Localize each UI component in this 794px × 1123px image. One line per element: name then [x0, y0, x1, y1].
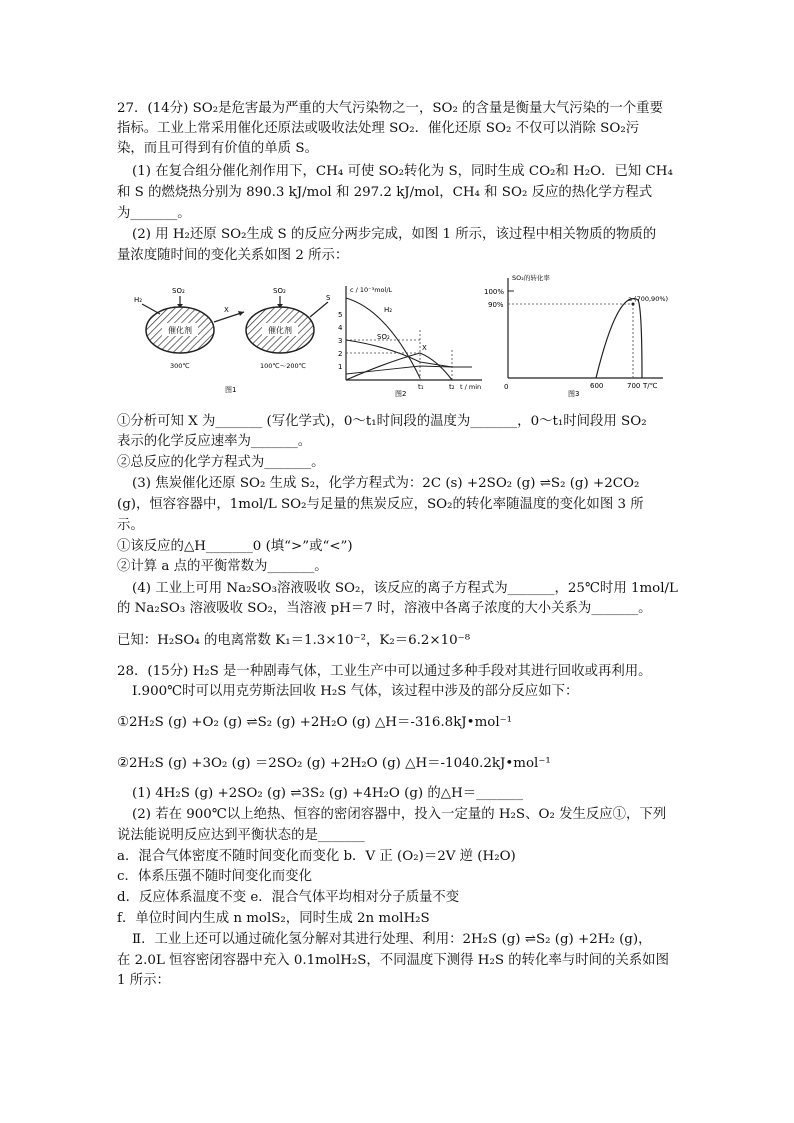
- y-axis-label: c / 10⁻³mol/L: [350, 286, 393, 294]
- so2-label: SO₂: [172, 287, 185, 295]
- series-label-h2: H₂: [384, 306, 393, 314]
- q28-line: 在 2.0L 恒容密闭容器中充入 0.1molH₂S，不同温度下测得 H₂S 的转化率与时间的关系如图: [117, 953, 669, 968]
- q27-line: 的 Na₂SO₃ 溶液吸收 SO₂，当溶液 pH＝7 时，溶液中各离子浓度的大小关系为_______。: [117, 601, 652, 616]
- temp-label: 300℃: [170, 362, 190, 370]
- figure-1-diagram: [130, 282, 335, 397]
- y-tick-90: 90%: [488, 301, 504, 309]
- q27-line: ①该反应的△H_______0 (填“>”或“<”): [117, 539, 353, 554]
- figure-2-chart: [332, 280, 490, 398]
- y-tick: 4: [338, 324, 343, 332]
- s-label: S: [326, 294, 331, 302]
- y-tick: 5: [338, 311, 343, 319]
- x-axis-label: T/℃: [643, 382, 658, 390]
- q28-option: a．混合气体密度不随时间变化而变化 b．V 正 (O₂)＝2V 逆 (H₂O): [117, 849, 516, 864]
- catalyst-label: 催化剂: [168, 326, 192, 335]
- conversion-curve: [596, 299, 642, 378]
- series-label-x: X: [422, 344, 427, 352]
- figure-3-chart: [478, 268, 678, 398]
- q27-line: ①分析可知 X 为_______ (写化学式)，0～t₁时间段的温度为_______，0～t₁时间段用 SO₂: [117, 414, 647, 429]
- y-tick: 2: [338, 350, 343, 358]
- q27-line: 已知：H₂SO₄ 的电离常数 K₁＝1.3×10⁻²，K₂＝6.2×10⁻⁸: [117, 633, 471, 648]
- q28-line: Ⅰ.900℃时可以用克劳斯法回收 H₂S 气体，该过程中涉及的部分反应如下：: [132, 684, 579, 699]
- q28-line: 说法能说明反应达到平衡状态的是_______: [117, 828, 365, 843]
- q27-line: 量浓度随时间的变化关系如图 2 所示：: [117, 248, 349, 263]
- q27-line: 和 S 的燃烧热分别为 890.3 kJ/mol 和 297.2 kJ/mol，CH₄ 和 SO₂ 反应的热化学方程式: [117, 185, 653, 200]
- x-tick-origin: 0: [504, 383, 509, 391]
- q28-line: (1) 4H₂S (g) +2SO₂ (g) ⇌3S₂ (g) +4H₂O (g) 的△H＝_______: [132, 786, 524, 801]
- q27-line: (1) 在复合组分催化剂作用下，CH₄ 可使 SO₂转化为 S，同时生成 CO₂和 H₂O．已知 CH₄: [132, 164, 673, 179]
- x-axis-label: t / min: [460, 383, 482, 391]
- q28-option: c．体系压强不随时间变化而变化: [117, 869, 312, 884]
- q27-line: 指标。工业上常采用催化还原法或吸收法处理 SO₂．催化还原 SO₂ 不仅可以消除 SO₂污: [117, 121, 640, 136]
- q28-option: d．反应体系温度不变 e．混合气体平均相对分子质量不变: [117, 890, 460, 905]
- x-tick-700: 700: [627, 382, 641, 390]
- h2-label: H₂: [134, 296, 143, 304]
- q28-line: 28．(15分) H₂S 是一种剧毒气体，工业生产中可以通过多种手段对其进行回收或再利用。: [117, 664, 652, 679]
- catalyst-label: 催化剂: [268, 326, 292, 335]
- q28-line: Ⅱ．工业上还可以通过硫化氢分解对其进行处理、利用：2H₂S (g) ⇌S₂ (g) +2H₂ (g)，: [132, 932, 652, 947]
- series-label-so2: SO₂: [377, 333, 390, 341]
- point-a-label: a (700,90%): [628, 295, 669, 303]
- q27-line: 表示的化学反应速率为_______。: [117, 434, 312, 449]
- so2-label: SO₂: [273, 287, 286, 295]
- x-label: X: [224, 306, 229, 314]
- q27-line: (g)，恒容容器中，1mol/L SO₂与足量的焦炭反应，SO₂的转化率随温度的变化如图 3 所: [117, 497, 644, 512]
- y-tick: 3: [338, 337, 343, 345]
- q27-line: ②总反应的化学方程式为_______。: [117, 455, 325, 470]
- x-tick-t2: t₂: [449, 383, 455, 391]
- x-tick-600: 600: [590, 382, 604, 390]
- y-axis-title: SO₂的转化率: [512, 274, 550, 282]
- q27-line: 为_______。: [117, 206, 191, 221]
- q28-line: 1 所示：: [117, 973, 170, 988]
- y-tick-100: 100%: [484, 288, 505, 296]
- q27-line: ②计算 a 点的平衡常数为_______。: [117, 559, 328, 574]
- q27-line: (4) 工业上可用 Na₂SO₃溶液吸收 SO₂，该反应的离子方程式为_______，25℃时用 1mol/L: [132, 581, 678, 596]
- q27-line: (2) 用 H₂还原 SO₂生成 S 的反应分两步完成，如图 1 所示，该过程中相关物质的物质的: [132, 227, 657, 242]
- q27-line: 染，而且可得到有价值的单质 S。: [117, 141, 318, 156]
- figure-caption: 图1: [225, 386, 237, 394]
- y-tick: 1: [338, 363, 343, 371]
- q27-line: 示。: [117, 518, 144, 533]
- curve-so2: [346, 340, 472, 367]
- x-tick-t1: t₁: [418, 383, 424, 391]
- q28-line: ①2H₂S (g) +O₂ (g) ⇌S₂ (g) +2H₂O (g) △H＝-316.8kJ•mol⁻¹: [117, 715, 513, 730]
- q27-line: 27．(14分) SO₂是危害最为严重的大气污染物之一，SO₂ 的含量是衡量大气污染的一个重要: [117, 101, 663, 116]
- temp-label: 100℃～200℃: [260, 362, 306, 370]
- figure-caption: 图2: [395, 390, 407, 398]
- q28-option: f．单位时间内生成 n molS₂，同时生成 2n molH₂S: [117, 911, 430, 926]
- q28-line: ②2H₂S (g) +3O₂ (g) ＝2SO₂ (g) +2H₂O (g) △H＝-1040.2kJ•mol⁻¹: [117, 756, 551, 771]
- figure-caption: 图3: [568, 390, 580, 398]
- q27-line: (3) 焦炭催化还原 SO₂ 生成 S₂，化学方程式为：2C (s) +2SO₂ (g) ⇌S₂ (g) +2CO₂: [132, 476, 640, 491]
- q28-line: (2) 若在 900℃以上绝热、恒容的密闭容器中，投入一定量的 H₂S、O₂ 发生反应①，下列: [132, 807, 667, 822]
